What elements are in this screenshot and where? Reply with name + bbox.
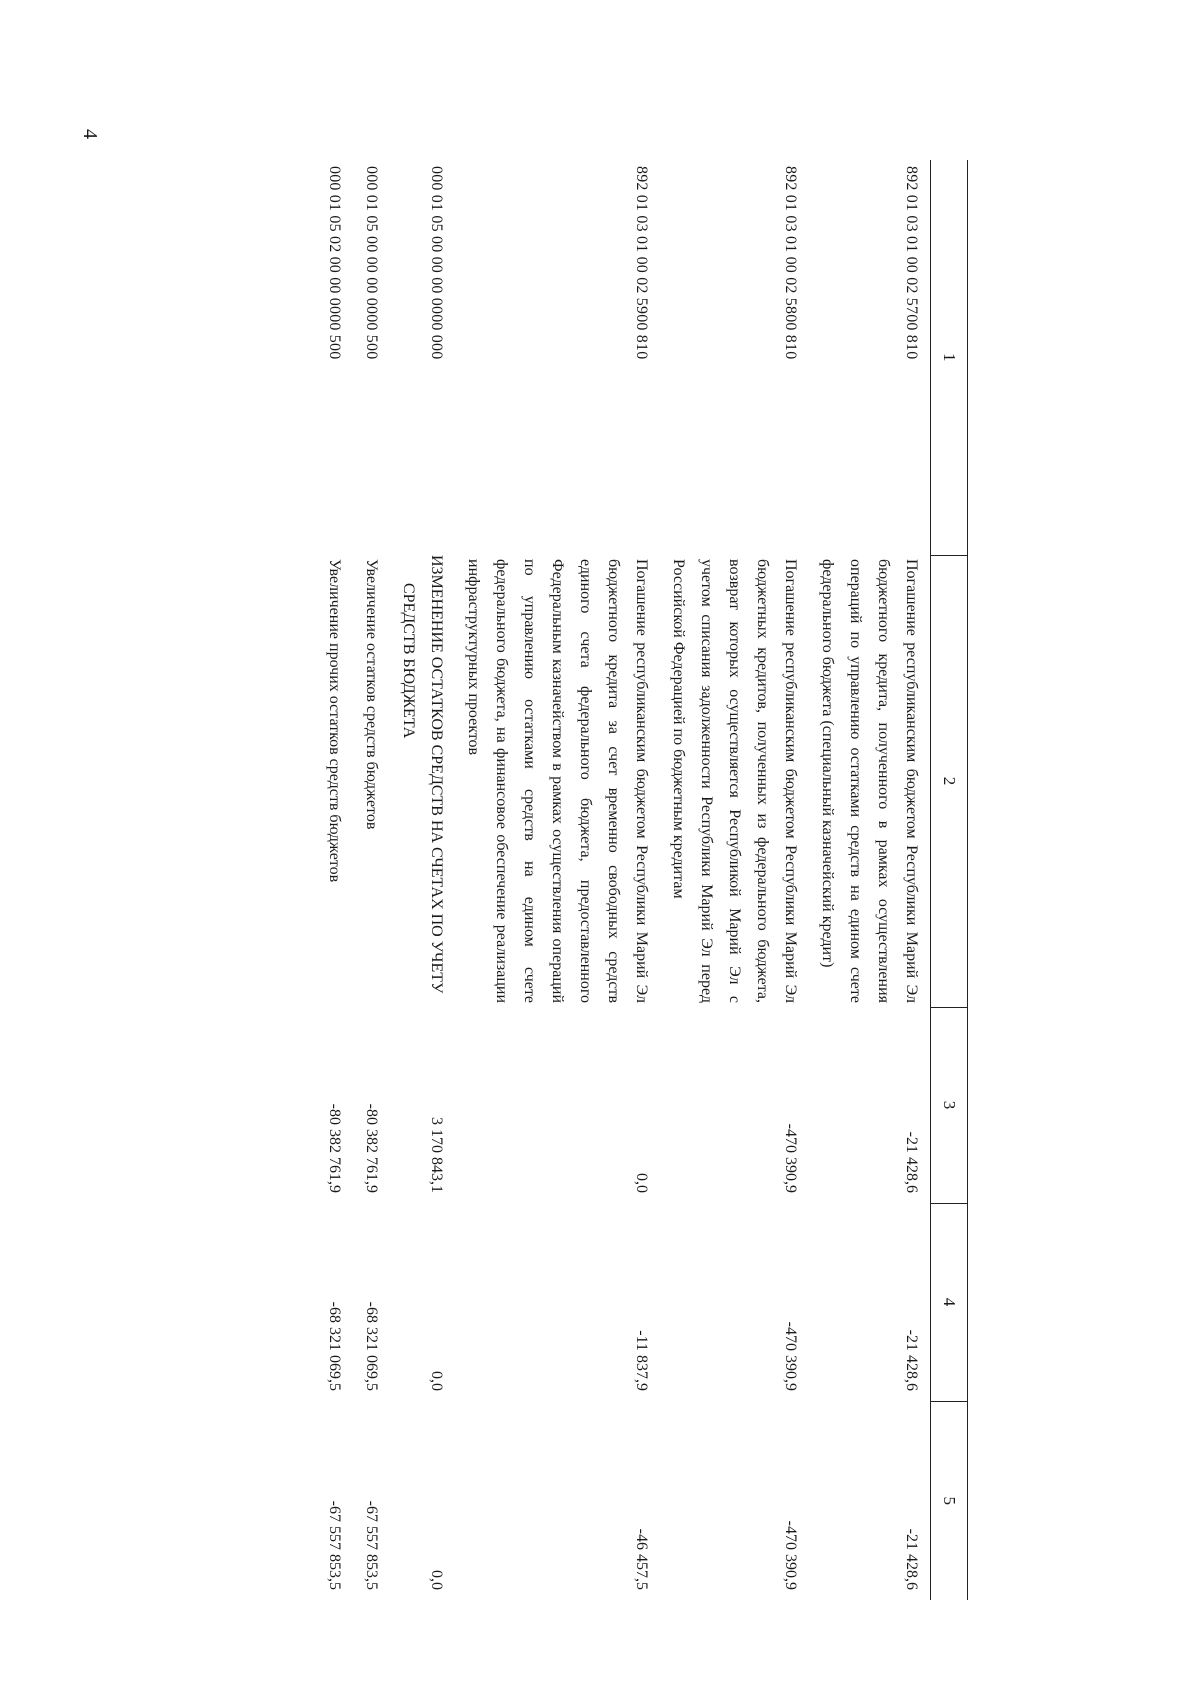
budget-code: 000 01 05 02 00 00 0000 500 [326,166,343,360]
value-col-3: -80 382 761,9 [363,1103,380,1193]
budget-code: 892 01 03 01 00 02 5700 810 [903,166,920,360]
column-header: 5 [931,1401,968,1600]
column-header: 1 [931,160,968,555]
value-col-3: -470 390,9 [782,1123,799,1193]
value-col-3: -21 428,6 [903,1131,920,1193]
value-col-5: 0,0 [428,1570,445,1590]
budget-code: 000 01 05 00 00 00 0000 000 [428,166,445,360]
budget-sources-table [316,160,968,1600]
table-row [809,160,931,1600]
value-col-5: -470 390,9 [782,1520,799,1590]
value-col-5: -67 557 853,5 [326,1500,343,1590]
column-header: 2 [931,555,968,1007]
column-header: 4 [931,1203,968,1401]
value-col-4: -11 837,9 [633,1330,650,1391]
budget-code: 892 01 03 01 00 02 5900 810 [633,166,650,360]
value-col-4: 0,0 [428,1371,445,1391]
value-col-3: 0,0 [633,1173,650,1193]
value-col-4: -21 428,6 [903,1329,920,1391]
item-name: Погашение республиканским бюджетом Республики Марий Эл бюджетного кредита, полученного в рамках осуществления операций по управлению остатками средств на едином счете федерального бюджета (специальный казначейский кредит) [819,559,920,1003]
item-name: Увеличение остатков средств бюджетов [363,559,380,830]
table-row [455,160,660,1600]
value-col-5: -21 428,6 [903,1528,920,1590]
table-row [390,160,455,1600]
item-name: Увеличение прочих остатков средств бюджетов [326,559,343,883]
value-col-3: -80 382 761,9 [326,1103,343,1193]
value-col-4: -68 321 069,5 [326,1301,343,1391]
table-header-row [931,160,968,1600]
item-name: Погашение республиканским бюджетом Республики Марий Эл бюджетных кредитов, полученных из федерального бюджета, возврат которых осуществляется Республикой Марий Эл с учетом списания задолженности Республики Марий Эл перед Российской Федерацией по бюджетным кредитам [670,559,799,1003]
value-col-4: -68 321 069,5 [363,1301,380,1391]
item-name: Погашение республиканским бюджетом Республики Марий Эл бюджетного кредита за счет временно свободных средств единого счета федерального бюджета, предоставленного Федеральным казначейством в рамках осуществления операций по управлению остатками средств на едином счете федерального бюджета, на финансовое обеспечение реализации инфраструктурных проектов [465,559,650,1003]
value-col-4: -470 390,9 [782,1321,799,1391]
budget-table-container [138,160,968,1600]
page-number: 4 [79,129,101,139]
value-col-5: -67 557 853,5 [363,1500,380,1590]
table-row [316,160,353,1600]
item-name: ИЗМЕНЕНИЕ ОСТАТКОВ СРЕДСТВ НА СЧЕТАХ ПО УЧЕТУ СРЕДСТВ БЮДЖЕТА [400,555,445,994]
column-header: 3 [931,1007,968,1203]
value-col-3: 3 170 843,1 [428,1117,445,1193]
table-row [660,160,809,1600]
budget-code: 892 01 03 01 00 02 5800 810 [782,166,799,360]
table-row [353,160,390,1600]
value-col-5: -46 457,5 [633,1528,650,1590]
budget-code: 000 01 05 00 00 00 0000 500 [363,166,380,360]
